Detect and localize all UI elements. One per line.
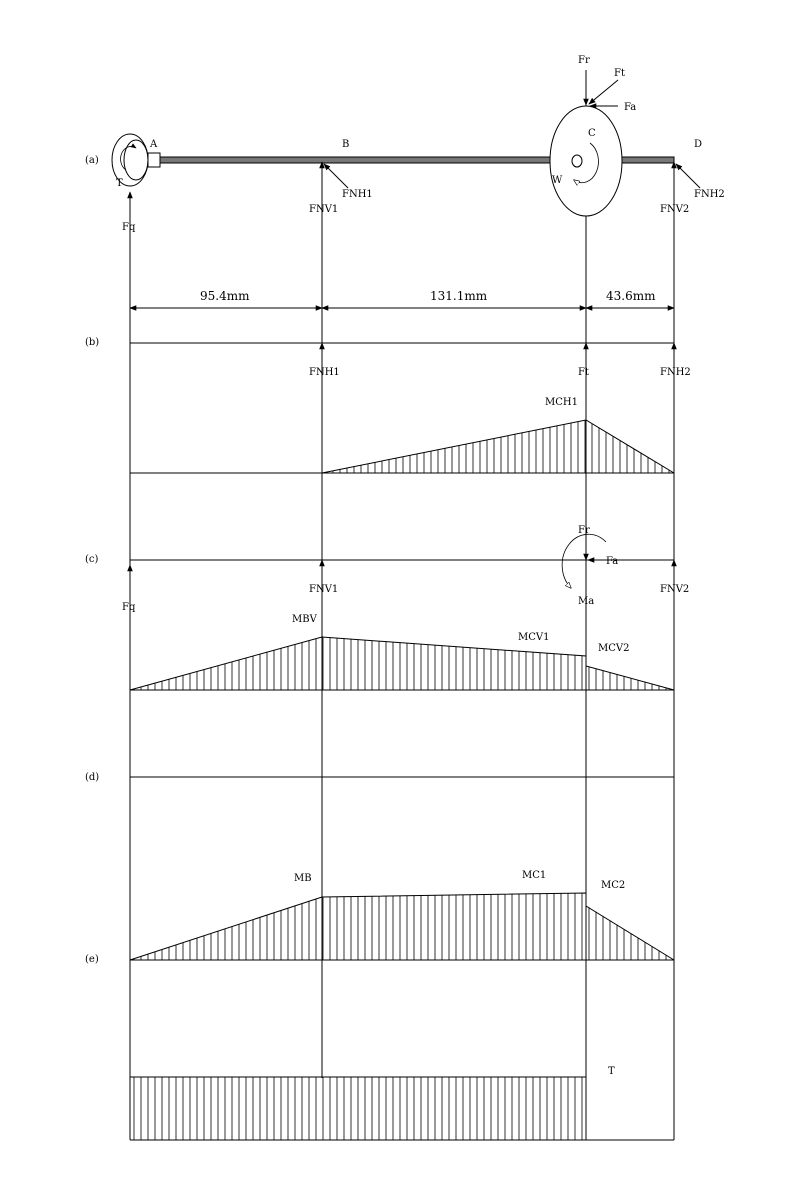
label-mc2: MC2 [601, 880, 626, 891]
panel-label-c: (c) [85, 554, 99, 565]
panel-label-d: (d) [85, 772, 100, 783]
dimension-bc: 131.1mm [430, 289, 488, 303]
moment-hatching [326, 420, 669, 473]
label-fa-c: Fa [606, 556, 619, 567]
horizontal-moment-diagram [130, 397, 674, 473]
point-label-c: C [588, 128, 596, 139]
label-t-e: T [608, 1066, 615, 1077]
shaft-schematic [112, 55, 725, 233]
horizontal-plane-loading [130, 343, 691, 378]
point-label-a: A [150, 139, 158, 150]
reference-lines [130, 75, 674, 1140]
label-fa-a: Fa [624, 102, 637, 113]
gear-c [550, 106, 622, 216]
label-mc1: MC1 [522, 870, 547, 881]
label-fr-a: Fr [578, 55, 590, 66]
label-ma: Ma [578, 596, 595, 607]
label-ft-b: Ft [578, 367, 589, 378]
label-fr-c: Fr [578, 525, 590, 536]
panel-label-b: (b) [85, 337, 100, 348]
label-w: W [552, 175, 563, 186]
label-mbv: MBV [292, 614, 317, 625]
label-fnv1-a: FNV1 [309, 204, 339, 215]
torque-arrow-t [121, 146, 136, 170]
pulley-a-hub [124, 140, 148, 180]
panel-labels [85, 155, 99, 965]
label-fnh1-a: FNH1 [342, 189, 373, 200]
dimension-line [130, 289, 674, 308]
vertical-plane-loading [122, 525, 689, 613]
dimension-ab: 95.4mm [200, 289, 250, 303]
label-ft-a: Ft [614, 68, 625, 79]
label-fnv1-c: FNV1 [309, 584, 339, 595]
panel-label-a: (a) [85, 155, 99, 166]
label-fnh1-b: FNH1 [309, 367, 340, 378]
panel-label-e: (e) [85, 954, 99, 965]
label-mcv1: MCV1 [518, 632, 550, 643]
label-fnh2-b: FNH2 [660, 367, 691, 378]
label-fnv2-c: FNV2 [660, 584, 690, 595]
force-fnh1-arrow [324, 164, 348, 188]
torque-diagram [130, 1066, 674, 1140]
label-t-a: T [116, 178, 123, 189]
combined-moment-diagram [130, 777, 674, 960]
point-label-d: D [694, 139, 703, 150]
force-ft-arrow [589, 80, 618, 104]
label-fq-a: Fq [122, 222, 136, 233]
label-fq-c: Fq [122, 602, 136, 613]
label-mb: MB [294, 873, 312, 884]
force-fnh2-arrow [676, 164, 700, 188]
label-mcv2: MCV2 [598, 643, 630, 654]
label-fnv2-a: FNV2 [660, 204, 690, 215]
dimension-cd: 43.6mm [606, 289, 656, 303]
point-label-b: B [342, 139, 350, 150]
label-fnh2-a: FNH2 [694, 189, 725, 200]
shaft-coupling [148, 153, 160, 167]
label-mch1: MCH1 [545, 397, 578, 408]
vertical-moment-diagram [130, 614, 674, 690]
torque-hatching [134, 1077, 582, 1140]
